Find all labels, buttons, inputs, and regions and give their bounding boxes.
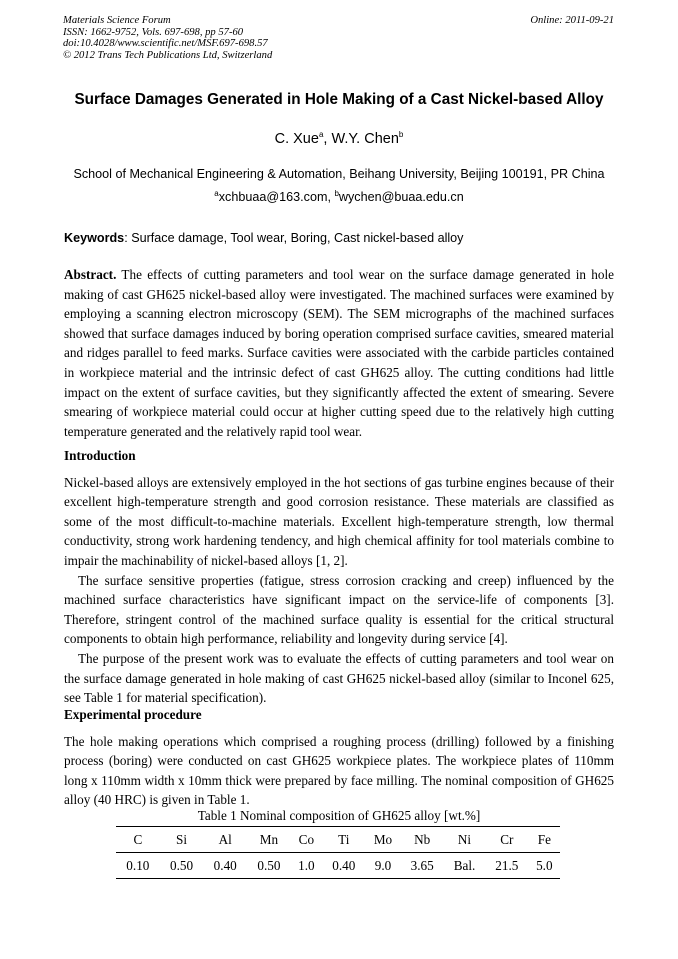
email: wychen@buaa.edu.cn	[338, 190, 464, 204]
table-header: Ni	[444, 827, 485, 853]
table-header: Cr	[485, 827, 529, 853]
issn: ISSN: 1662-9752, Vols. 697-698, pp 57-60	[63, 26, 244, 38]
section-heading: Experimental procedure	[64, 707, 202, 722]
online-date: Online: 2011-09-21	[530, 15, 614, 26]
paper-title: Surface Damages Generated in Hole Making of a Cast Nickel-based Alloy	[74, 91, 604, 108]
table-header: Ti	[322, 827, 366, 853]
journal-name: Materials Science Forum	[63, 15, 171, 26]
author-sup: b	[398, 130, 404, 140]
paragraph: The surface sensitive properties (fatigue, stress corrosion cracking and creep) influenced by the machined surface characteristics have significant impact on the service-life of components [3]. Therefore, stringent control of the machined surface quality is essential for the critical structural components to obtain high performance, reliability and longevity during service [4].	[64, 572, 614, 647]
table-header: Mn	[247, 827, 291, 853]
introduction-section	[64, 446, 614, 708]
table-header: Mo	[366, 827, 401, 853]
table-header-row	[116, 827, 560, 853]
abstract-label: Abstract.	[64, 267, 117, 282]
table-cell: 9.0	[366, 853, 401, 879]
emails: $^a$xchbuaa@163.com, $^b$wychen@buaa.edu.cn	[214, 188, 464, 204]
table-cell: Bal.	[444, 853, 485, 879]
keywords-label: Keywords	[64, 231, 125, 245]
keywords-text: : Surface damage, Tool wear, Boring, Cast nickel-based alloy	[124, 231, 464, 245]
abstract	[64, 265, 614, 441]
paragraph: The purpose of the present work was to evaluate the effects of cutting parameters and tool wear on the surface damage generated in hole making of cast GH625 nickel-based alloy (similar to Inconel 625, see Table 1 for material specification).	[64, 650, 614, 706]
keywords	[64, 231, 463, 245]
affiliation: School of Mechanical Engineering & Automation, Beihang University, Beijing 100191, PR China	[73, 167, 605, 181]
table-cell: 1.0	[291, 853, 322, 879]
author: W.Y. Chen	[331, 131, 399, 147]
table-header: Co	[291, 827, 322, 853]
table-caption: Table 1 Nominal composition of GH625 alloy [wt.%]	[197, 808, 481, 823]
abstract-text: The effects of cutting parameters and tool wear on the surface damage generated in hole making of cast GH625 nickel-based alloy were investigated. The machined surfaces were examined by employing a scanning electron microscopy (SEM). The SEM micrographs of the machined surfaces showed that surface damages induced by boring operation comprised surface cavities, smeared material and ridges parallel to feed marks. Surface cavities were associated with the carbide particles contained in workpiece material and the intrinsic defect of cast GH625 alloy. The cutting conditions had little impact on the extent of surface cavities, but they significantly affected the extent of smearing. Severe smearing of workpiece material could occur at higher cutting speed due to the relatively high cutting temperature generated and the relatively rapid tool wear.	[64, 267, 614, 439]
email: xchbuaa@163.com	[218, 190, 328, 204]
table-cell: 0.50	[160, 853, 204, 879]
author-sup: a	[318, 130, 324, 140]
table-cell: 0.50	[247, 853, 291, 879]
composition-table	[116, 826, 560, 879]
copyright: © 2012 Trans Tech Publications Ltd, Switzerland	[63, 49, 273, 61]
paragraph: The hole making operations which comprised a roughing process (drilling) followed by a finishing process (boring) were conducted on cast GH625 workpiece plates. The workpiece plates of 110mm long x 110mm width x 10mm thick were prepared by face milling. The nominal composition of GH625 alloy (40 HRC) is given in Table 1.	[64, 733, 614, 808]
table-header: Si	[160, 827, 204, 853]
section-heading: Introduction	[64, 448, 136, 463]
paragraph: Nickel-based alloys are extensively employed in the hot sections of gas turbine engines because of their excellent high-temperature strength and good corrosion resistance. These materials are classified as some of the most difficult-to-machine materials. Excellent high-temperature strength, low thermal conductivity, strong work hardening tendency, and high chemical affinity for tool materials combine to impair the machinability of nickel-based alloys [1, 2].	[64, 474, 614, 568]
authors: C. Xue$^a$, W.Y. Chen$^b$	[274, 130, 404, 147]
table-header: C	[116, 827, 160, 853]
doi: doi:10.4028/www.scientific.net/MSF.697-698.57	[63, 38, 268, 50]
table-header: Al	[203, 827, 247, 853]
author: C. Xue	[274, 131, 319, 147]
table-cell: 5.0	[529, 853, 560, 879]
table-cell: 0.40	[203, 853, 247, 879]
journal-header	[63, 15, 272, 61]
table-cell: 0.10	[116, 853, 160, 879]
email-sup: a	[214, 188, 219, 198]
table-cell: 0.40	[322, 853, 366, 879]
table-header: Fe	[529, 827, 560, 853]
table-row	[116, 853, 560, 879]
table-cell: 21.5	[485, 853, 529, 879]
experimental-section	[64, 705, 614, 810]
table-cell: 3.65	[400, 853, 444, 879]
email-sup: b	[334, 188, 339, 198]
table-header: Nb	[400, 827, 444, 853]
